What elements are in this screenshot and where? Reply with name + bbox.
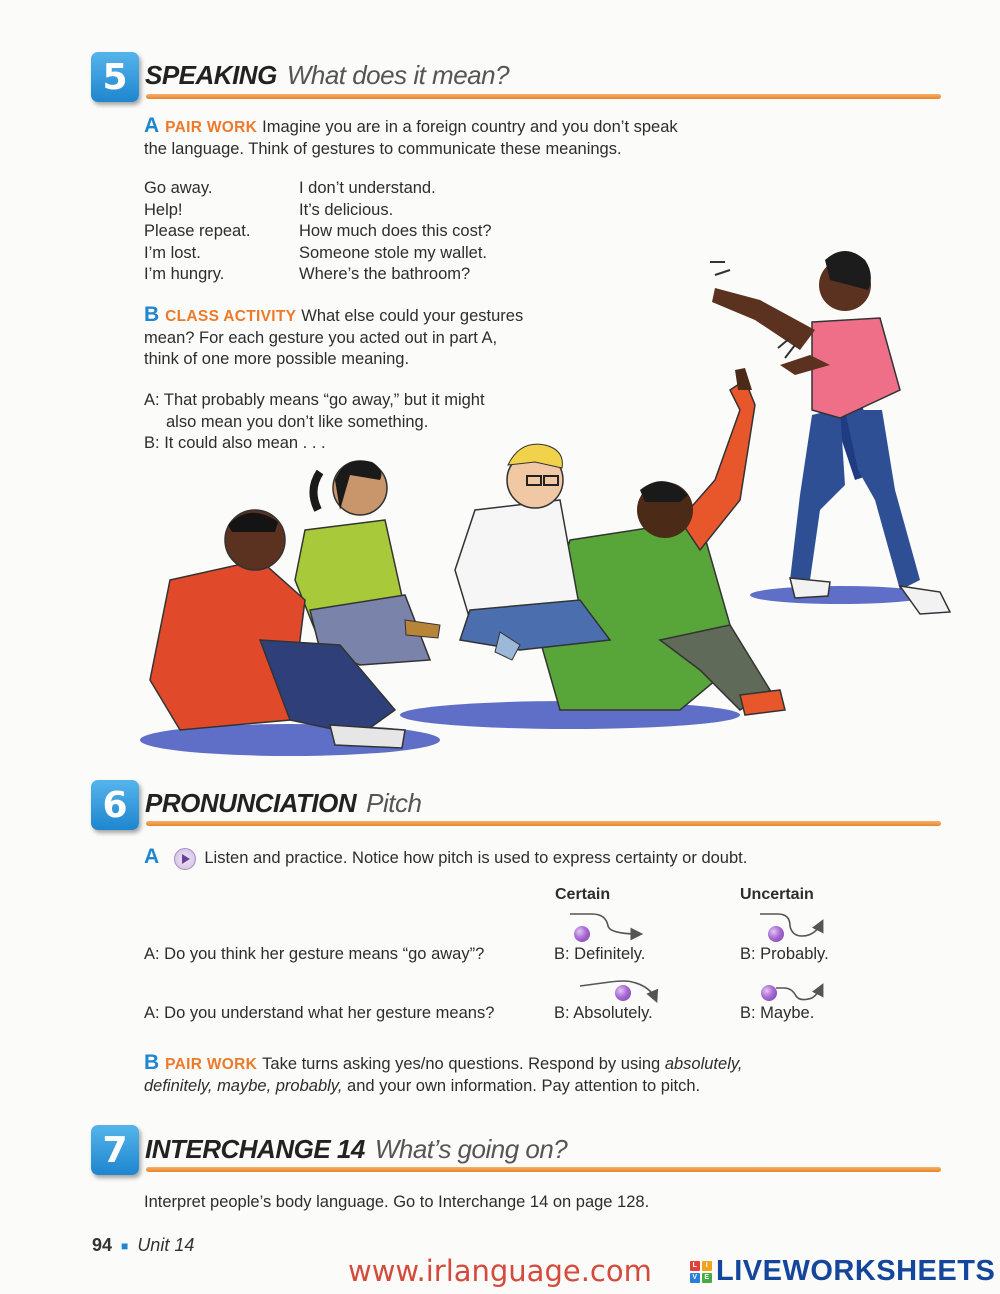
page-number: 94: [92, 1235, 113, 1255]
section-number-badge: 6: [91, 780, 139, 830]
pitch-answer-certain: B: Definitely.: [554, 945, 646, 963]
unit-label: Unit 14: [137, 1235, 195, 1255]
section-divider: [146, 94, 941, 99]
list-item: I don’t understand.: [299, 179, 436, 197]
section-title-main: SPEAKING: [145, 60, 277, 90]
part-letter: B: [144, 303, 160, 326]
gesture-illustration: [140, 240, 960, 770]
part-letter: A: [144, 845, 160, 868]
pitch-contours: [540, 908, 840, 1008]
list-item: It’s delicious.: [299, 200, 394, 219]
part-letter: A: [144, 114, 160, 137]
liveworksheets-logo[interactable]: [690, 1255, 995, 1288]
pitch-answer-uncertain: B: Probably.: [740, 945, 829, 963]
page-footer: [92, 1235, 194, 1256]
section-title: [145, 1134, 567, 1165]
list-item: Go away.: [144, 179, 213, 197]
part-a-instructions: [144, 846, 844, 870]
section-title: [145, 60, 509, 91]
column-header-certain: Certain: [555, 886, 611, 903]
list-item: I’m hungry.: [144, 265, 225, 283]
section-subtitle: What’s going on?: [374, 1134, 568, 1164]
section-subtitle: Pitch: [366, 788, 422, 818]
pitch-dot-icon: [615, 985, 631, 1001]
list-item: Please repeat.: [144, 222, 251, 240]
pitch-answer-uncertain: B: Maybe.: [740, 1004, 815, 1022]
speaker-label: B:: [144, 434, 160, 452]
instruction-line: Imagine you are in a foreign country and you don’t speak: [262, 118, 678, 136]
interchange-instructions: Interpret people’s body language. Go to Interchange 14 on page 128.: [144, 1193, 650, 1211]
audio-play-icon[interactable]: [174, 848, 196, 870]
part-letter: B: [144, 1051, 160, 1074]
pitch-answer-certain: B: Absolutely.: [554, 1004, 653, 1022]
activity-tag: PAIR WORK: [165, 119, 258, 136]
instruction-line: think of one more possible meaning.: [144, 350, 410, 368]
section-number-badge: 5: [91, 52, 139, 102]
speaker-label: A:: [144, 391, 160, 409]
lime-sweater-woman-figure: [295, 460, 440, 665]
instruction-italic: definitely, maybe, probably,: [144, 1076, 343, 1095]
section-subtitle: What does it mean?: [286, 60, 510, 90]
dialogue-line: also mean you don’t like something.: [166, 412, 429, 431]
list-item: Help!: [144, 200, 183, 219]
section-divider: [146, 1167, 941, 1172]
part-a-instructions: [144, 115, 784, 160]
green-shirt-man-figure: [540, 368, 785, 715]
rising-pitch-contour: [776, 986, 822, 1000]
section-title: [145, 788, 421, 819]
list-item: Where’s the bathroom?: [299, 265, 471, 283]
list-item: How much does this cost?: [299, 222, 492, 240]
instruction-line: the language. Think of gestures to communicate these meanings.: [144, 139, 622, 158]
pitch-dot-icon: [574, 926, 590, 942]
pitch-dot-icon: [761, 985, 777, 1001]
section-title-main: INTERCHANGE 14: [145, 1134, 365, 1164]
column-header-uncertain: Uncertain: [740, 886, 814, 903]
instruction-text: Listen and practice. Notice how pitch is used to express certainty or doubt.: [204, 849, 748, 867]
pitch-dot-icon: [768, 926, 784, 942]
instruction-line: mean? For each gesture you acted out in part A,: [144, 328, 498, 347]
pitch-question: A: Do you understand what her gesture means?: [144, 1004, 495, 1022]
part-b-instructions: [144, 1052, 844, 1097]
list-item: I’m lost.: [144, 243, 201, 262]
instruction-line: Take turns asking yes/no questions. Respond by using: [262, 1055, 661, 1073]
instruction-line: What else could your gestures: [301, 307, 524, 325]
liveworksheets-grid-icon: L I V E: [690, 1261, 712, 1283]
website-watermark[interactable]: www.irlanguage.com: [348, 1254, 652, 1288]
dialogue-line: It could also mean . . .: [164, 434, 326, 452]
dialogue-line: That probably means “go away,” but it might: [163, 391, 485, 409]
instruction-line: and your own information. Pay attention to pitch.: [347, 1076, 701, 1095]
liveworksheets-brand-text: LIVEWORKSHEETS: [716, 1255, 996, 1287]
section-divider: [146, 821, 941, 826]
section-title-main: PRONUNCIATION: [145, 788, 357, 818]
instruction-italic: absolutely,: [664, 1055, 743, 1073]
activity-tag: CLASS ACTIVITY: [165, 308, 297, 325]
pitch-question: A: Do you think her gesture means “go away”?: [144, 945, 485, 963]
activity-tag: PAIR WORK: [165, 1056, 258, 1073]
list-item: Someone stole my wallet.: [299, 243, 488, 262]
bullet-icon: ■: [121, 1239, 129, 1254]
section-number-badge: 7: [91, 1125, 139, 1175]
